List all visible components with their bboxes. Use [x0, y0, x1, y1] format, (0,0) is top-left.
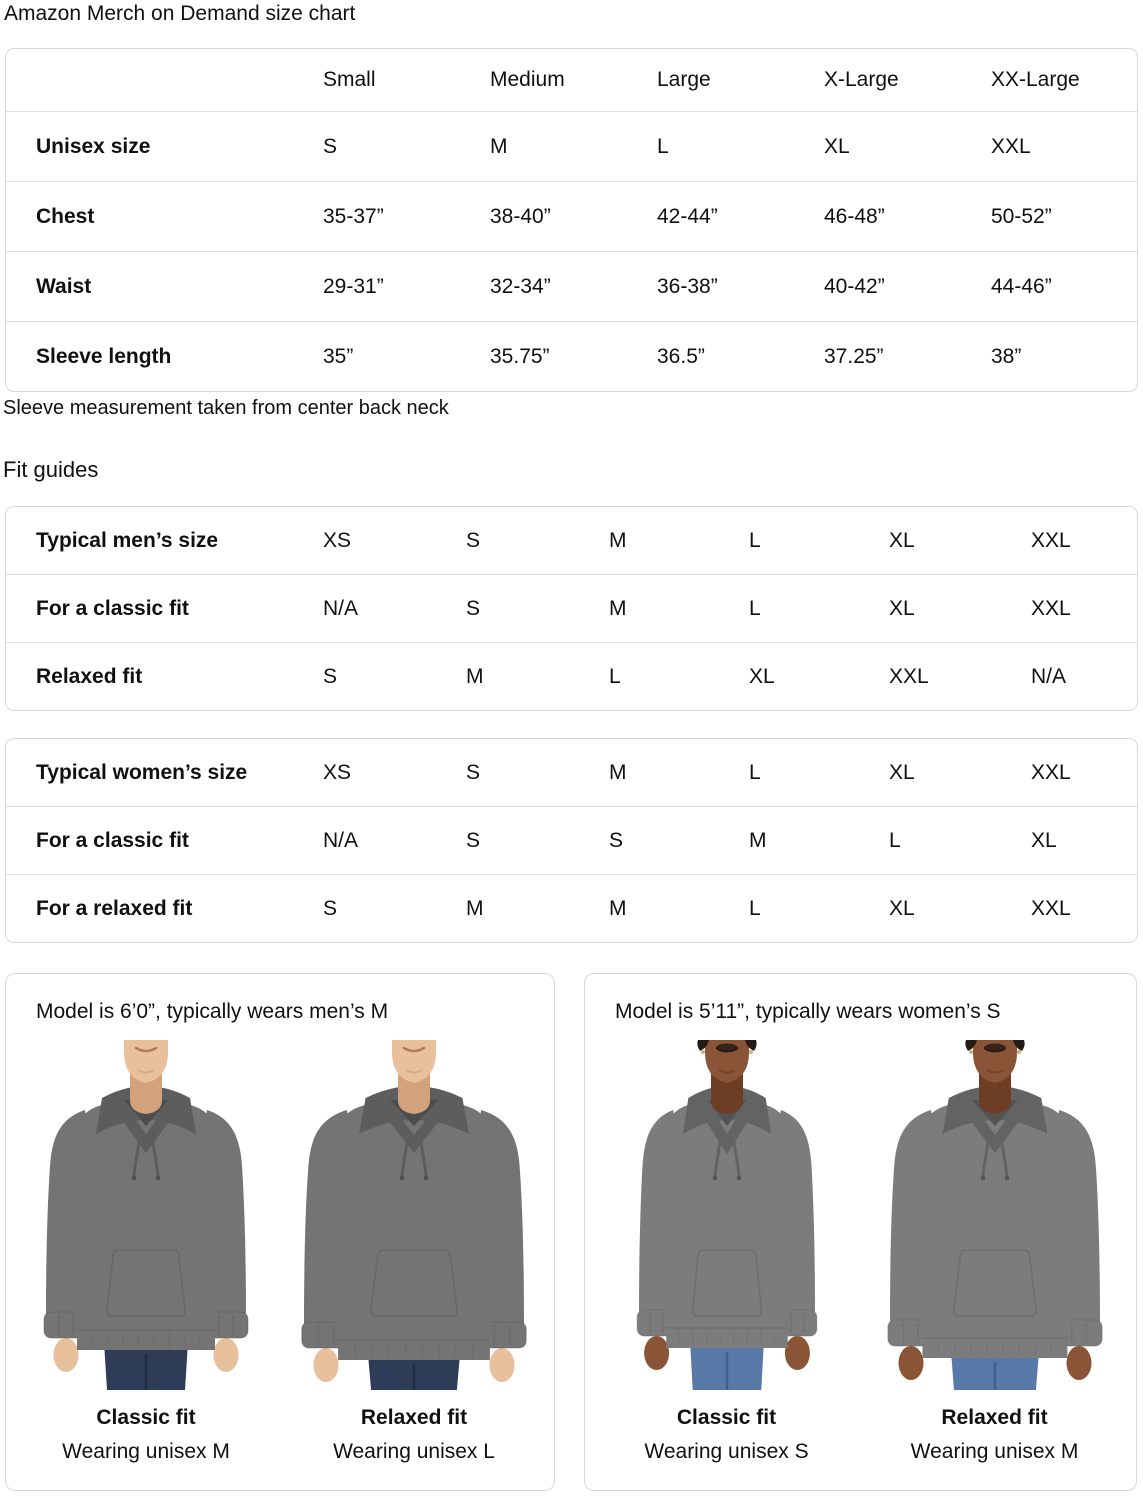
fit-cell: XXL — [889, 664, 929, 688]
wearing-label: Wearing unisex L — [333, 1440, 495, 1463]
fit-cell: S — [466, 828, 481, 852]
mens-figures-row — [6, 1040, 554, 1464]
fit-cell: L — [749, 896, 761, 920]
table-row-womens-classic-fit — [6, 806, 1137, 874]
mens-classic-figure-block — [14, 1040, 278, 1464]
fit-cell: XXL — [1031, 896, 1071, 920]
measurement-cell: 35-37” — [323, 204, 384, 228]
size-cell: M — [490, 134, 508, 158]
fit-cell: XL — [889, 896, 915, 920]
fit-cell: S — [466, 760, 481, 784]
measurement-cell: 50-52” — [991, 204, 1052, 228]
measurement-cell: 32-34” — [490, 274, 551, 298]
womens-classic-figure-block — [595, 1040, 859, 1464]
fit-cell: M — [466, 664, 484, 688]
fit-cell: L — [749, 760, 761, 784]
womens-figures-row — [585, 1040, 1136, 1464]
womens-fit-guide-table — [5, 738, 1138, 943]
womens-model-description: Model is 5’11”, typically wears women’s S — [615, 1000, 1001, 1023]
row-label: Typical women’s size — [36, 760, 248, 784]
fit-label: Classic fit — [676, 1406, 777, 1429]
fit-cell: M — [609, 896, 627, 920]
womens-relaxed-figure-block — [863, 1040, 1127, 1464]
row-label: Chest — [36, 204, 95, 228]
row-label: For a classic fit — [36, 828, 189, 852]
column-header-small: Small — [323, 68, 376, 91]
row-label: For a classic fit — [36, 596, 189, 620]
column-header-xlarge: X-Large — [824, 68, 899, 91]
fit-guides-heading: Fit guides — [3, 457, 99, 482]
fit-cell: S — [609, 828, 624, 852]
fit-label: Relaxed fit — [360, 1406, 468, 1429]
table-row-sleeve-length — [6, 321, 1137, 391]
column-header-xxlarge: XX-Large — [991, 68, 1080, 91]
row-label: Unisex size — [36, 134, 151, 158]
fit-label: Classic fit — [96, 1406, 196, 1429]
fit-cell: XL — [889, 596, 915, 620]
row-label: For a relaxed fit — [36, 896, 193, 920]
fit-cell: S — [323, 664, 338, 688]
size-chart-table — [5, 48, 1138, 392]
table-row-typical-mens-size — [6, 507, 1137, 574]
row-label: Waist — [36, 274, 92, 298]
fit-cell: M — [609, 596, 627, 620]
size-table-header-row — [6, 49, 1137, 111]
mens-relaxed-model-photo — [289, 1040, 539, 1390]
measurement-cell: 29-31” — [323, 274, 384, 298]
measurement-cell: 36-38” — [657, 274, 718, 298]
measurement-cell: 38-40” — [490, 204, 551, 228]
measurement-cell: 40-42” — [824, 274, 885, 298]
mens-model-description: Model is 6’0”, typically wears men’s M — [36, 1000, 389, 1023]
size-cell: XL — [824, 134, 850, 158]
mens-relaxed-figure-block — [282, 1040, 546, 1464]
measurement-cell: 35.75” — [490, 344, 550, 368]
womens-relaxed-model-photo — [870, 1040, 1120, 1390]
table-row-mens-relaxed-fit — [6, 642, 1137, 710]
fit-cell: XS — [323, 760, 352, 784]
row-label: Typical men’s size — [36, 528, 219, 552]
mens-classic-model-photo — [21, 1040, 271, 1390]
fit-cell: S — [323, 896, 338, 920]
fit-cell: M — [749, 828, 767, 852]
fit-cell: XL — [889, 528, 915, 552]
fit-cell: XS — [323, 528, 352, 552]
column-header-large: Large — [657, 68, 711, 91]
fit-cell: XL — [889, 760, 915, 784]
measurement-cell: 44-46” — [991, 274, 1052, 298]
measurement-cell: 37.25” — [824, 344, 884, 368]
mens-fit-guide-table — [5, 506, 1138, 711]
mens-model-panel — [5, 973, 555, 1491]
womens-model-panel — [584, 973, 1137, 1491]
table-row-unisex-size — [6, 111, 1137, 181]
measurement-cell: 36.5” — [657, 344, 705, 368]
womens-classic-model-photo — [602, 1040, 852, 1390]
wearing-label: Wearing unisex M — [910, 1440, 1079, 1463]
column-header-medium: Medium — [490, 68, 565, 91]
measurement-cell: 46-48” — [824, 204, 885, 228]
size-cell: S — [323, 134, 338, 158]
table-row-waist — [6, 251, 1137, 321]
fit-cell: XL — [1031, 828, 1057, 852]
size-cell: XXL — [991, 134, 1031, 158]
fit-cell: XXL — [1031, 596, 1071, 620]
size-cell: L — [657, 134, 669, 158]
wearing-label: Wearing unisex S — [644, 1440, 809, 1463]
measurement-cell: 35” — [323, 344, 354, 368]
table-row-chest — [6, 181, 1137, 251]
table-row-mens-classic-fit — [6, 574, 1137, 642]
fit-cell: L — [749, 528, 761, 552]
measurement-cell: 42-44” — [657, 204, 718, 228]
fit-cell: M — [466, 896, 484, 920]
measurement-cell: 38” — [991, 344, 1022, 368]
fit-label: Relaxed fit — [941, 1406, 1048, 1429]
wearing-label: Wearing unisex M — [62, 1440, 230, 1463]
fit-cell: L — [889, 828, 901, 852]
table-row-typical-womens-size — [6, 739, 1137, 806]
fit-cell: S — [466, 596, 481, 620]
fit-cell: XXL — [1031, 760, 1071, 784]
table-row-womens-relaxed-fit — [6, 874, 1137, 942]
fit-cell: XXL — [1031, 528, 1071, 552]
fit-cell: S — [466, 528, 481, 552]
row-label: Sleeve length — [36, 344, 172, 368]
row-label: Relaxed fit — [36, 664, 143, 688]
fit-cell: L — [609, 664, 621, 688]
fit-cell: M — [609, 760, 627, 784]
fit-cell: N/A — [1031, 664, 1067, 688]
page-title: Amazon Merch on Demand size chart — [4, 2, 356, 25]
sleeve-measurement-note: Sleeve measurement taken from center back neck — [3, 397, 449, 419]
fit-cell: N/A — [323, 596, 359, 620]
fit-cell: XL — [749, 664, 775, 688]
fit-cell: L — [749, 596, 761, 620]
fit-cell: M — [609, 528, 627, 552]
fit-cell: N/A — [323, 828, 359, 852]
